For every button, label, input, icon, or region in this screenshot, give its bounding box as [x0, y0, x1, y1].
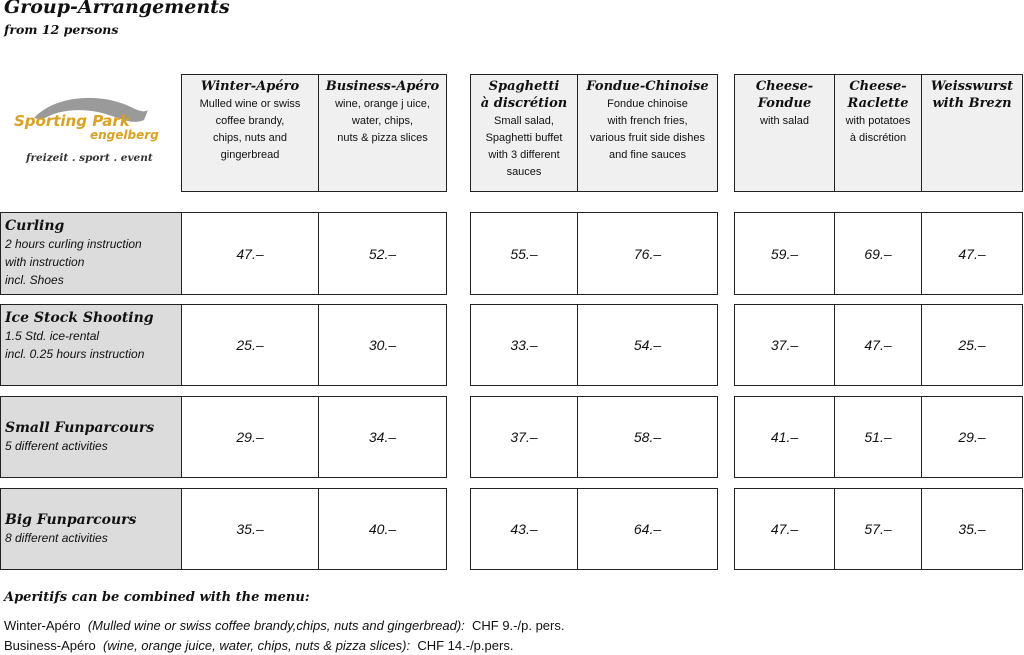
menu-name: Business-Apéro — [325, 79, 440, 94]
logo-tagline: freizeit . sport . event — [26, 152, 153, 164]
price-cell: 29.– — [181, 396, 319, 478]
price-cell: 37.– — [470, 396, 578, 478]
notes-title: Aperitifs can be combined with the menu: — [4, 590, 310, 605]
menu-description: Mulled wine or swiss coffee brandy, chips, nuts and gingerbread — [199, 98, 301, 161]
price-cell: 25.– — [181, 304, 319, 386]
menu-header-winter-apero — [181, 74, 319, 192]
menu-name: Fondue-Chinoise — [586, 79, 709, 94]
note-line-winter-apero — [4, 618, 564, 633]
price-cell: 30.– — [318, 304, 447, 386]
page-subtitle: from 12 persons — [4, 22, 119, 37]
logo-name: Sporting Park — [14, 112, 130, 130]
note-description: (wine, orange juice, water, chips, nuts & pizza slices): — [103, 638, 411, 653]
page-title: Group-Arrangements — [4, 0, 230, 18]
menu-description: Small salad, Spaghetti buffet with 3 different sauces — [485, 115, 563, 178]
activity-ice-stock-shooting — [0, 304, 182, 386]
menu-header-business-apero — [318, 74, 447, 192]
price-cell: 76.– — [577, 212, 718, 295]
note-name: Winter-Apéro — [4, 618, 81, 633]
price-cell: 69.– — [834, 212, 922, 295]
price-cell: 37.– — [734, 304, 835, 386]
price-cell: 55.– — [470, 212, 578, 295]
note-line-business-apero — [4, 638, 513, 653]
price-cell: 59.– — [734, 212, 835, 295]
menu-header-cheese-fondue — [734, 74, 835, 192]
price-cell: 58.– — [577, 396, 718, 478]
activity-name: Big Funparcours — [5, 512, 137, 528]
price-cell: 47.– — [921, 212, 1023, 295]
price-cell: 43.– — [470, 488, 578, 570]
activity-name: Curling — [5, 218, 65, 234]
note-price: CHF 9.-/p. pers. — [472, 618, 565, 633]
price-cell: 29.– — [921, 396, 1023, 478]
menu-header-fondue-chinoise — [577, 74, 718, 192]
menu-header-cheese-raclette — [834, 74, 922, 192]
price-cell: 57.– — [834, 488, 922, 570]
price-cell: 34.– — [318, 396, 447, 478]
price-cell: 64.– — [577, 488, 718, 570]
activity-curling — [0, 212, 182, 295]
activity-small-funparcours — [0, 396, 182, 478]
menu-description: Fondue chinoise with french fries, various fruit side dishes and fine sauces — [590, 98, 705, 161]
menu-name: Weisswurst with Brezn — [930, 79, 1014, 111]
sporting-park-logo — [12, 90, 162, 172]
price-cell: 54.– — [577, 304, 718, 386]
menu-description: with potatoes à discrétion — [845, 115, 911, 144]
activity-name: Small Funparcours — [5, 420, 155, 436]
menu-description: wine, orange j uice, water, chips, nuts & pizza slices — [335, 98, 430, 144]
menu-description: with salad — [760, 115, 809, 127]
price-cell: 35.– — [181, 488, 319, 570]
menu-header-spaghetti — [470, 74, 578, 192]
price-cell: 25.– — [921, 304, 1023, 386]
logo-location: engelberg — [90, 128, 159, 142]
activity-description: 5 different activities — [5, 439, 108, 453]
price-cell: 47.– — [181, 212, 319, 295]
price-cell: 41.– — [734, 396, 835, 478]
price-cell: 40.– — [318, 488, 447, 570]
activity-big-funparcours — [0, 488, 182, 570]
menu-name: Spaghetti à discrétion — [480, 79, 568, 111]
price-cell: 52.– — [318, 212, 447, 295]
note-price: CHF 14.-/p.pers. — [417, 638, 514, 653]
menu-name: Winter-Apéro — [200, 79, 300, 94]
price-cell: 51.– — [834, 396, 922, 478]
activity-description: 1.5 Std. ice-rental incl. 0.25 hours instruction — [5, 329, 145, 361]
note-name: Business-Apéro — [4, 638, 96, 653]
menu-header-weisswurst — [921, 74, 1023, 192]
menu-name: Cheese- Raclette — [847, 79, 909, 111]
price-cell: 47.– — [834, 304, 922, 386]
price-cell: 33.– — [470, 304, 578, 386]
activity-name: Ice Stock Shooting — [5, 310, 154, 326]
price-cell: 35.– — [921, 488, 1023, 570]
activity-description: 8 different activities — [5, 531, 108, 545]
note-description: (Mulled wine or swiss coffee brandy,chips, nuts and gingerbread): — [87, 618, 465, 633]
price-cell: 47.– — [734, 488, 835, 570]
activity-description: 2 hours curling instruction with instruction incl. Shoes — [5, 237, 142, 287]
menu-name: Cheese- Fondue — [755, 79, 814, 111]
